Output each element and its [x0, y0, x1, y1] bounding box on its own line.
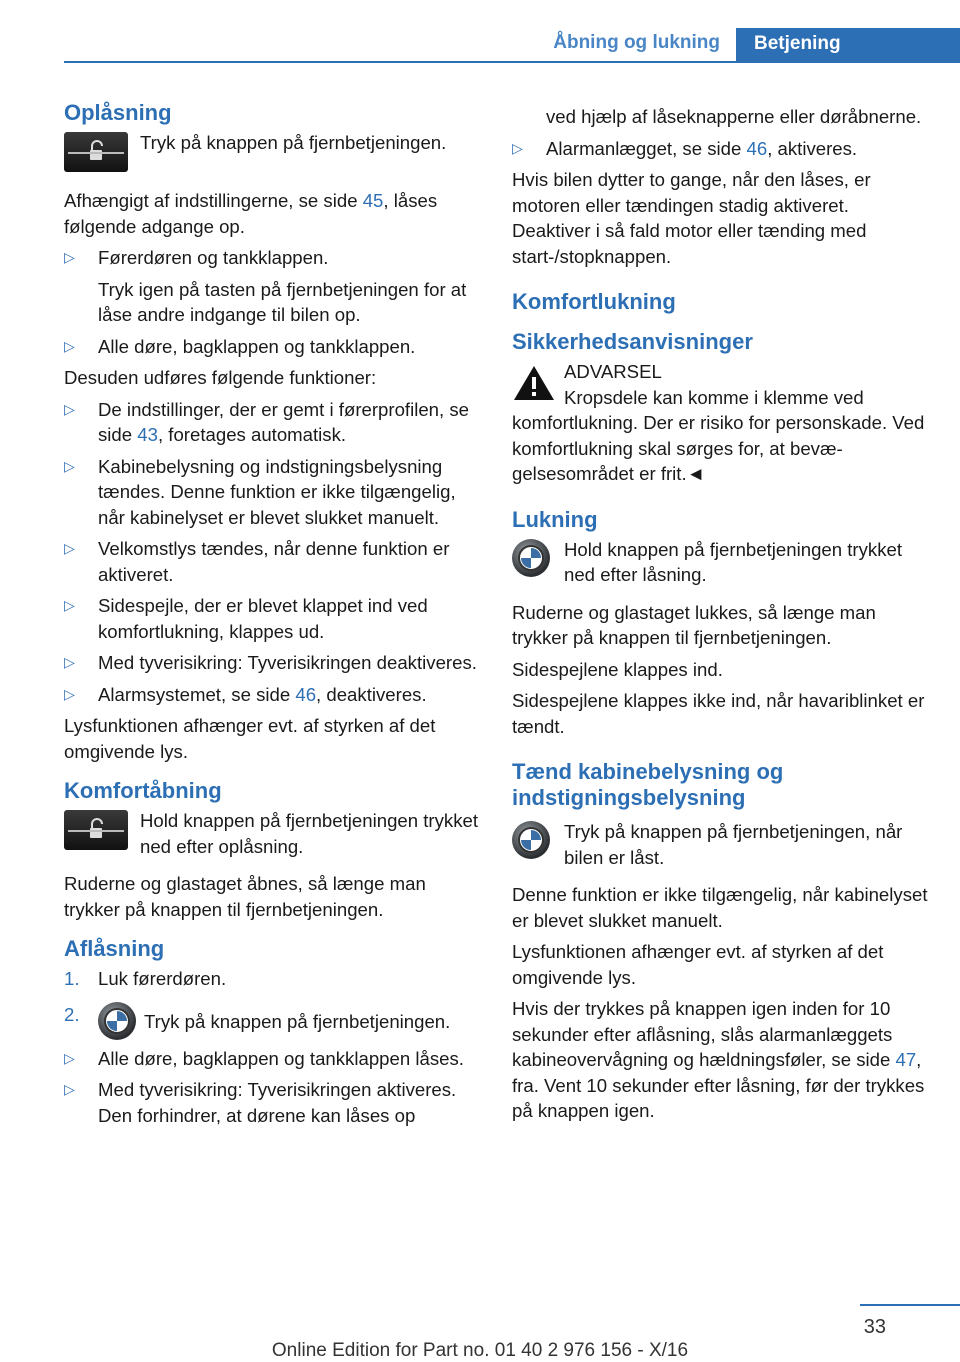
heading-lukning: Lukning [512, 506, 598, 532]
bullet-list [64, 397, 480, 708]
bullet-icon: ▷ [64, 1049, 75, 1066]
numbered-list [64, 966, 480, 1040]
comfort-open-instruction [64, 808, 480, 859]
unlock-instruction [64, 130, 480, 176]
list-item: ▷ Velkomstlys tændes, når denne funktion er aktiveret. [64, 538, 450, 585]
heading-oplaasning: Oplåsning [64, 100, 172, 125]
paragraph: Lysfunktionen afhænger evt. af styrken af det omgivende lys. [512, 941, 884, 988]
list-item: 2. Tryk på knappen på fjernbetjeningen. [64, 1002, 480, 1040]
paragraph: Ruderne og glastaget åbnes, så længe man trykker på knappen til fjernbetjeningen. [64, 873, 426, 920]
comfort-open-text: Hold knappen på fjernbetjeningen trykket ned efter oplåsning. [140, 810, 479, 857]
list-item-continued: ved hjælp af låseknapperne eller døråbnerne. [546, 106, 922, 127]
list-item: ▷ Alarmsystemet, se side 46, deaktiveres. [64, 682, 480, 708]
header-rule [64, 61, 960, 63]
list-item: 1. Luk førerdøren. [64, 968, 227, 989]
left-column [64, 100, 480, 1134]
paragraph: Hvis bilen dytter to gange, når den låses, er motoren eller tændingen stadig aktiveret. Deaktiver i så fald motor eller tænding med start-/stopknappen. [512, 169, 871, 267]
heading-aflaasning: Aflåsning [64, 936, 165, 961]
warning-title: ADVARSEL [564, 361, 662, 382]
bullet-icon: ▷ [64, 249, 75, 265]
page-header [0, 28, 960, 62]
bullet-icon: ▷ [64, 400, 75, 417]
page-link[interactable]: 47 [895, 1049, 917, 1070]
unlock-button-icon [64, 132, 128, 172]
light-instruction: Tryk på knappen på fjernbetjeningen, når bilen er låst. [512, 819, 930, 870]
heading-komfortaabning: Komfortåbning [64, 778, 222, 803]
list-item: ▷ Med tyverisikring: Tyverisikringen aktiveres. Den forhindrer, at dørene kan låses op [64, 1079, 457, 1126]
bullet-list [64, 245, 480, 359]
page-link[interactable]: 46 [746, 137, 768, 159]
bmw-key-button-icon [512, 821, 550, 859]
page-number: 33 [863, 1316, 886, 1338]
paragraph: Hvis der trykkes på knappen igen inden for 10 sekunder efter aflåsning, slås alarmanlæggets kabineovervågning og hældningsføler, se side 47, fra. Vent 10 sekunder efter låsning, før der trykkes på knappen igen. [512, 998, 925, 1121]
unlock-instruction-text: Tryk på knappen på fjernbetjeningen. [140, 132, 447, 153]
list-item: ▷ De indstillinger, der er gemt i førerprofilen, se side 43, foretages automatisk. [64, 398, 469, 445]
bmw-key-button-icon [512, 539, 550, 577]
page-link[interactable]: 45 [362, 190, 384, 211]
heading-komfortlukning: Komfortlukning [512, 289, 676, 314]
paragraph: Afhængigt af indstillingerne, se side 45, låses følgende adgange op. [64, 190, 438, 237]
bullet-list [512, 104, 930, 161]
list-item: ▷ Kabinebelysning og indstigningsbelysning tændes. Denne funktion er ikke tilgængelig, når kabinelyset er blevet slukket manuelt. [64, 455, 456, 528]
heading-taend: Tænd kabinebelysning og indstigningsbelysning [512, 759, 784, 810]
bullet-icon: ▷ [64, 685, 75, 702]
unlock-button-icon [64, 810, 128, 850]
paragraph: Ruderne og glastaget lukkes, så længe man trykker på knappen til fjernbetjeningen. [512, 601, 876, 648]
edition-footer: Online Edition for Part no. 01 40 2 976 156 - X/16 [271, 1340, 689, 1361]
list-item: ▷ Alle døre, bagklappen og tankklappen. [64, 334, 480, 360]
right-column [512, 104, 930, 1130]
warning-text: Kropsdele kan komme i klemme ved komfortlukning. Der er risiko for personskade. Ved komfortlukning skal sørges for, at bevægelsesområdet er frit.◄ [512, 386, 925, 484]
list-item: ▷ Alle døre, bagklappen og tankklappen låses. [64, 1046, 480, 1072]
bullet-icon: ▷ [64, 457, 75, 474]
bullet-icon: ▷ [512, 139, 523, 156]
paragraph: Sidespejlene klappes ind. [512, 658, 723, 680]
paragraph: Denne funktion er ikke tilgængelig, når kabinelyset er blevet slukket manuelt. [512, 884, 928, 931]
header-chapter-tab: Betjening [736, 28, 960, 61]
paragraph: Lysfunktionen afhænger evt. af styrken af det omgivende lys. [64, 715, 436, 762]
bullet-icon: ▷ [64, 1081, 75, 1097]
bullet-list [64, 1046, 480, 1129]
list-item: ▷ Sidespejle, der er blevet klappet ind ved komfortlukning, klappes ud. [64, 595, 428, 642]
warning-triangle-icon [512, 363, 556, 410]
list-item: ▷ Alarmanlægget, se side 46, aktiveres. [512, 136, 930, 162]
paragraph: Desuden udføres følgende funktioner: [64, 367, 377, 388]
bmw-key-button-icon [98, 1002, 136, 1040]
warning-block [512, 359, 930, 385]
paragraph: Sidespejlene klappes ikke ind, når havariblinket er tændt. [512, 690, 925, 737]
bullet-icon: ▷ [64, 597, 75, 613]
footer-rule [860, 1304, 960, 1306]
heading-sikkerhed: Sikkerhedsanvisninger [512, 329, 753, 354]
page-link[interactable]: 43 [137, 424, 158, 445]
bullet-icon: ▷ [64, 337, 75, 354]
bullet-icon: ▷ [64, 654, 75, 670]
bullet-icon: ▷ [64, 540, 75, 556]
list-item: ▷ Med tyverisikring: Tyverisikringen deaktiveres. [64, 650, 480, 676]
header-section-title: Åbning og lukning [553, 32, 720, 53]
page-link[interactable]: 46 [295, 683, 317, 705]
lock-instruction: Hold knappen på fjernbetjeningen trykket ned efter låsning. [512, 537, 930, 588]
list-item: ▷ Førerdøren og tankklappen. Tryk igen på tasten på fjernbetjeningen for at låse andre indgange til bilen op. [64, 247, 467, 325]
